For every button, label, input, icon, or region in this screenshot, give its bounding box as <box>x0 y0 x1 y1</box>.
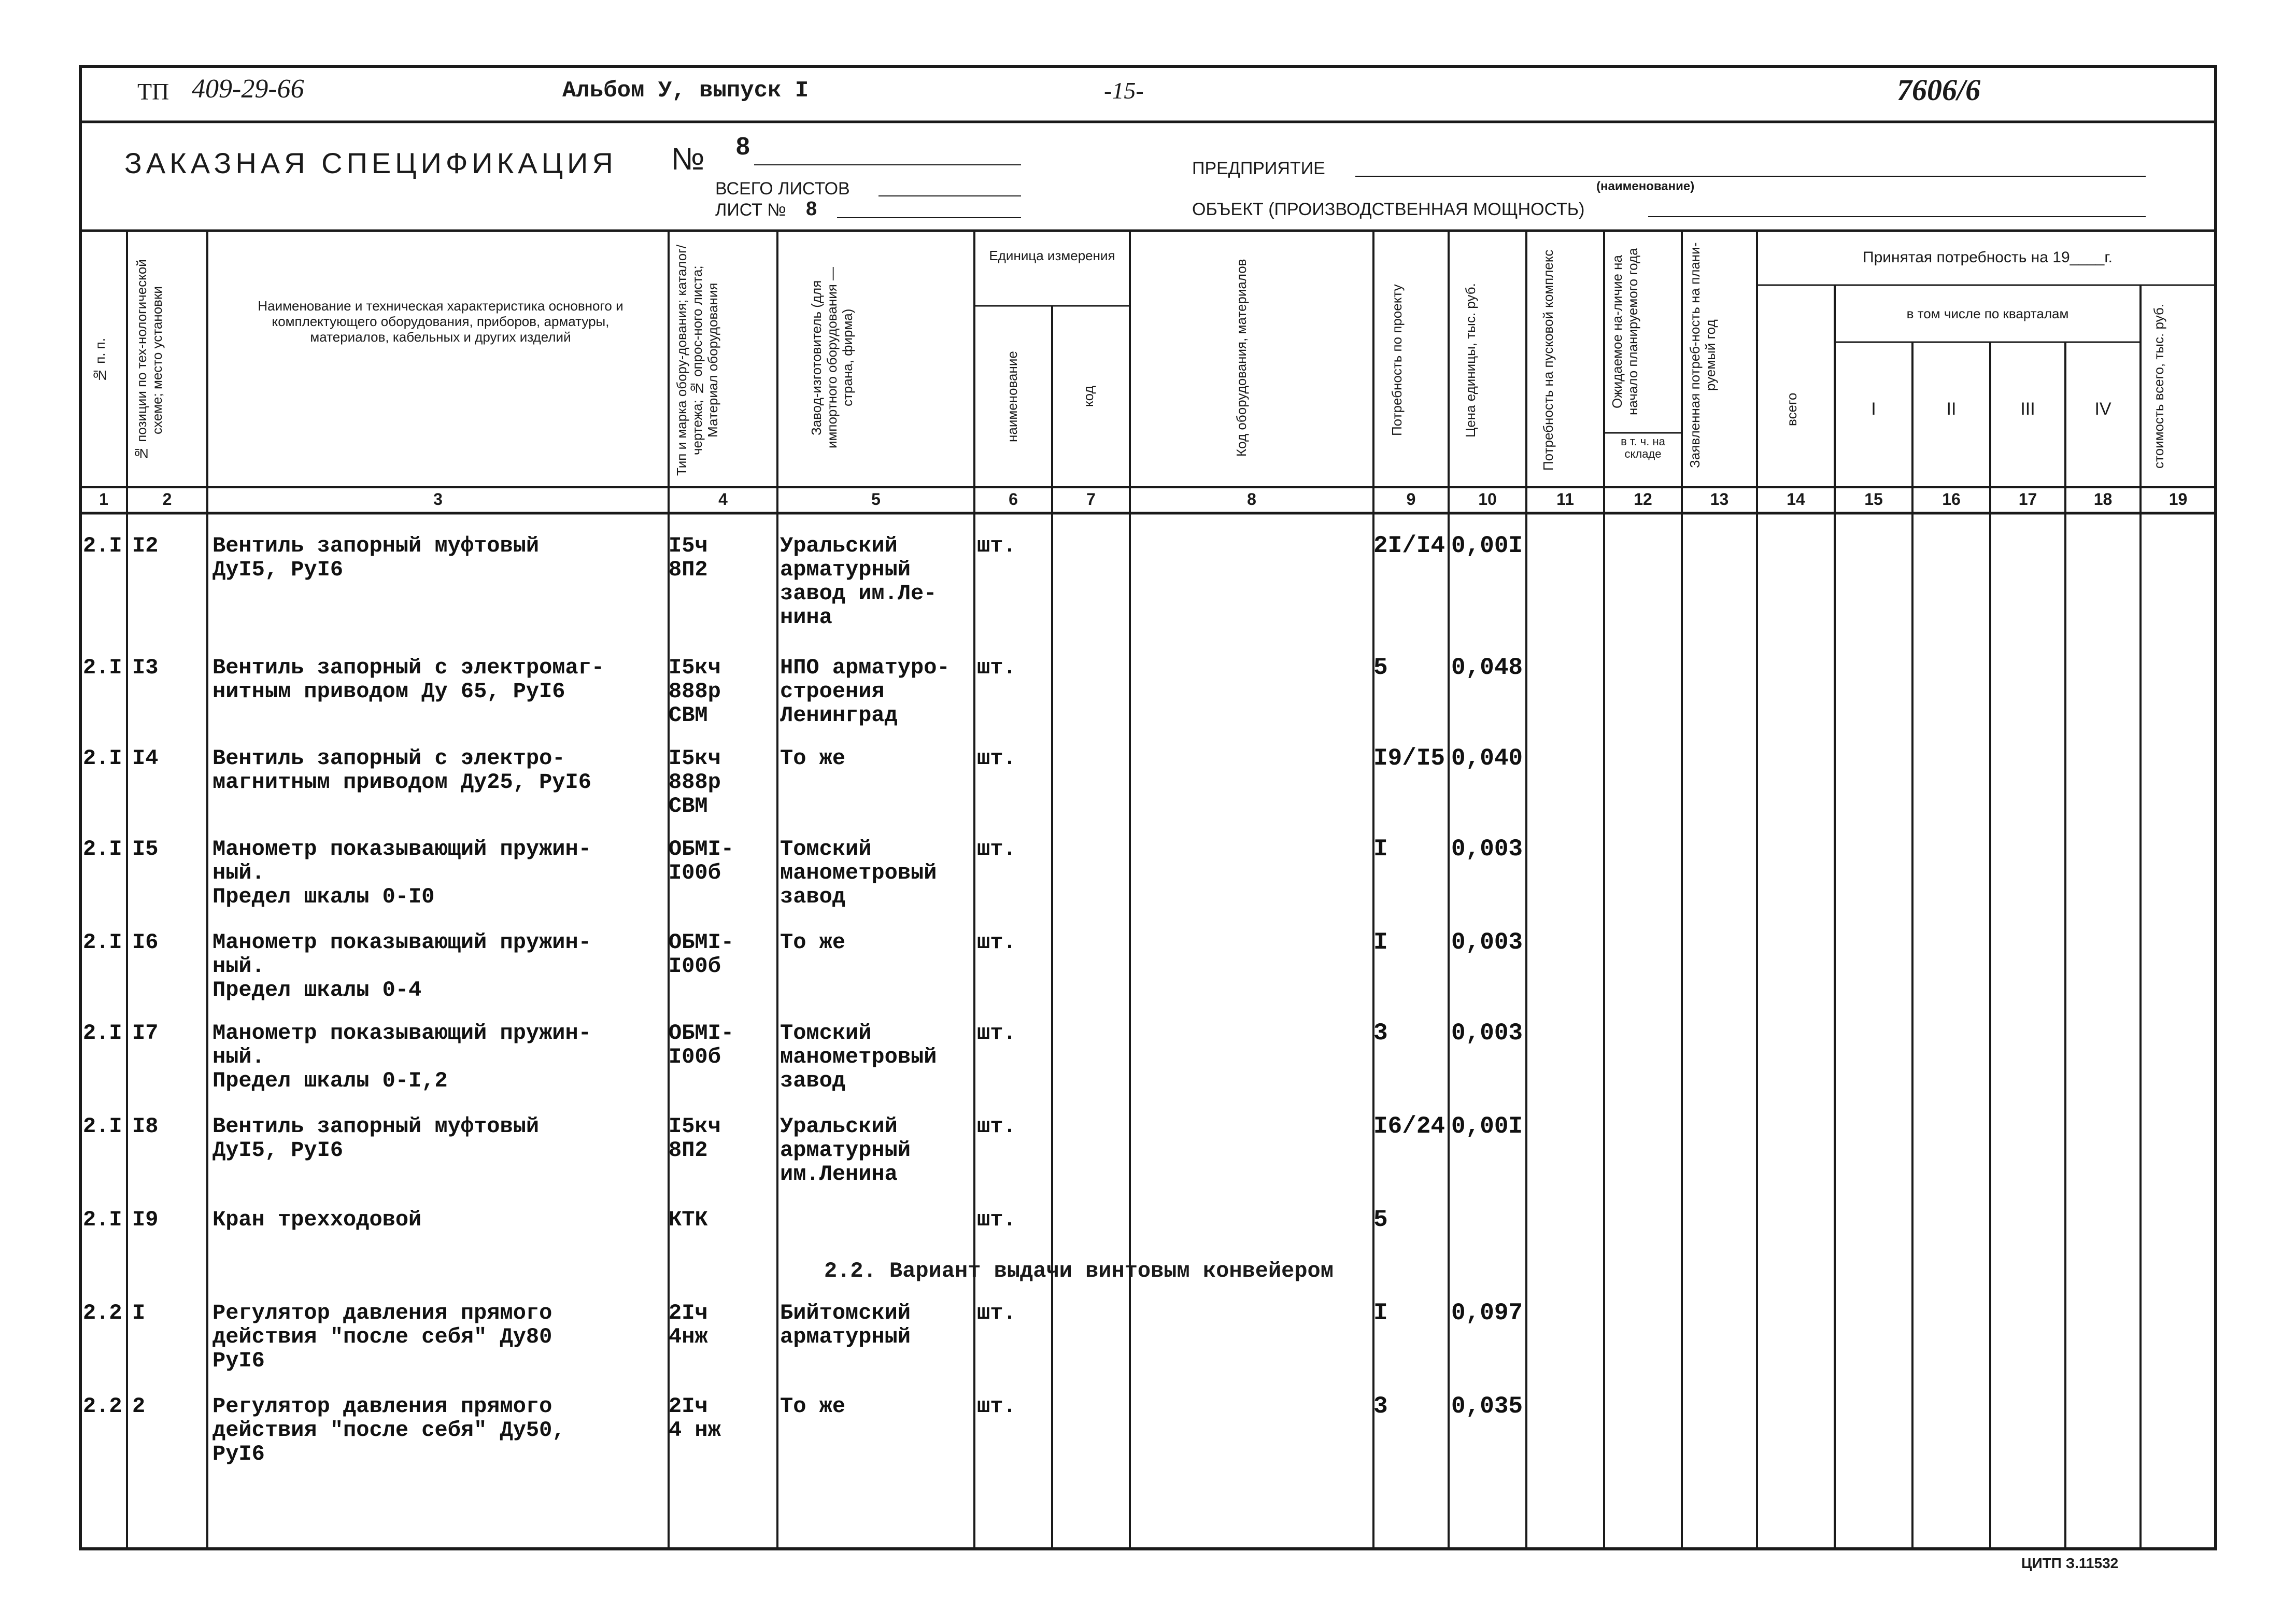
row-project-quantity: I <box>1373 836 1388 863</box>
row-project-quantity: I9/I5 <box>1373 745 1445 772</box>
album-label: Альбом У, выпуск I <box>562 78 809 104</box>
row-item-number: 2.I <box>83 1114 122 1139</box>
row-item-number: 2.I <box>83 655 122 680</box>
column-number-9: 9 <box>1406 490 1416 509</box>
row-manufacturer: То же <box>780 930 846 955</box>
total-sheets-label: ВСЕГО ЛИСТОВ <box>715 179 850 199</box>
row-item-number: 2.I <box>83 746 122 771</box>
column-number-13: 13 <box>1710 490 1729 509</box>
col-header-12: Ожидаемое на-личие на начало планируемого года <box>1609 248 1640 416</box>
footer-stamp: ЦИТП З.11532 <box>2021 1555 2119 1571</box>
row-unit: шт. <box>977 1394 1016 1419</box>
col-header-units-group: Единица измерения <box>989 248 1115 263</box>
row-unit-price: 0,003 <box>1451 929 1523 956</box>
row-manufacturer: Уральский арматурный завод им.Ле- нина <box>780 533 937 630</box>
column-number-7: 7 <box>1086 490 1096 509</box>
row-position: 2 <box>132 1394 146 1419</box>
form-number-value: 8 <box>736 133 750 160</box>
form-number-label: № <box>671 142 705 176</box>
col-header-1: № п. п. <box>92 337 108 383</box>
row-manufacturer: Уральский арматурный им.Ленина <box>780 1114 911 1187</box>
row-unit: шт. <box>977 1207 1016 1232</box>
row-item-number: 2.I <box>83 1207 122 1232</box>
row-position: I6 <box>132 930 159 955</box>
row-position: I <box>132 1301 146 1325</box>
row-type-mark: 2Iч 4 нж <box>669 1394 721 1443</box>
row-unit: шт. <box>977 655 1016 680</box>
row-unit: шт. <box>977 1021 1016 1046</box>
row-unit-price: 0,003 <box>1451 1020 1523 1047</box>
row-manufacturer: Томский манометровый завод <box>780 1021 937 1093</box>
row-type-mark: ОБМI- I00б <box>669 930 734 979</box>
row-description: Манометр показывающий пружин- ный. Предел шкалы 0-I,2 <box>212 1021 591 1093</box>
row-type-mark: ОБМI- I00б <box>669 1021 734 1069</box>
col-header-quarters-group: в том числе по кварталам <box>1906 306 2069 321</box>
col-header-15: I <box>1871 399 1876 419</box>
column-number-3: 3 <box>433 490 443 509</box>
column-number-4: 4 <box>718 490 728 509</box>
col-header-accepted-group: Принятая потребность на 19____г. <box>1863 249 2113 266</box>
row-description: Вентиль запорный с электромаг- нитным приводом Ду 65, РуI6 <box>212 655 605 704</box>
row-manufacturer: НПО арматуро- строения Ленинград <box>780 655 950 728</box>
col-header-3: Наименование и техническая характеристика основного и комплектующего оборудования, приборов, арматуры, материалов, кабельных и других изделий <box>258 298 623 345</box>
row-position: I3 <box>132 655 159 680</box>
enterprise-label: ПРЕДПРИЯТИЕ <box>1192 159 1325 178</box>
row-item-number: 2.2 <box>83 1301 122 1325</box>
row-unit-price: 0,040 <box>1451 745 1523 772</box>
row-description: Регулятор давления прямого действия "после себя" Ду80 РуI6 <box>212 1301 552 1373</box>
col-header-18: IV <box>2094 399 2111 419</box>
row-type-mark: 2Iч 4нж <box>669 1301 708 1349</box>
row-unit-price: 0,00I <box>1451 532 1523 559</box>
row-unit: шт. <box>977 533 1016 558</box>
row-item-number: 2.I <box>83 1021 122 1046</box>
column-number-17: 17 <box>2018 490 2037 509</box>
row-unit: шт. <box>977 746 1016 771</box>
col-header-4: Тип и марка обору-дования; каталог/ чертежа; № опрос-ного листа; Материал оборудования <box>674 245 720 476</box>
row-position: I7 <box>132 1021 159 1046</box>
sheet-number-value: 8 <box>806 198 817 220</box>
column-number-1: 1 <box>99 490 108 509</box>
row-type-mark: I5кч 888р СВМ <box>669 655 721 728</box>
col-header-10: Цена единицы, тыс. руб. <box>1463 283 1478 437</box>
row-unit: шт. <box>977 1114 1016 1139</box>
row-manufacturer: Томский манометровый завод <box>780 837 937 909</box>
row-description: Регулятор давления прямого действия "после себя" Ду50, РуI6 <box>212 1394 565 1466</box>
column-number-18: 18 <box>2093 490 2113 509</box>
row-manufacturer: Бийтомский арматурный <box>780 1301 911 1349</box>
row-description: Манометр показывающий пружин- ный. Предел шкалы 0-4 <box>212 930 591 1003</box>
col-header-17: III <box>2020 399 2035 419</box>
page-number: -15- <box>1104 77 1144 104</box>
col-header-16: II <box>1946 399 1957 419</box>
row-unit: шт. <box>977 930 1016 955</box>
row-type-mark: I5ч 8П2 <box>669 533 708 582</box>
row-project-quantity: 5 <box>1373 654 1388 681</box>
row-item-number: 2.2 <box>83 1394 122 1419</box>
row-position: I9 <box>132 1207 159 1232</box>
row-project-quantity: I <box>1373 929 1388 956</box>
document-code: 7606/6 <box>1897 73 1981 107</box>
row-type-mark: ОБМI- I00б <box>669 837 734 885</box>
row-position: I8 <box>132 1114 159 1139</box>
row-type-mark: КТК <box>669 1207 708 1232</box>
row-manufacturer: То же <box>780 1394 846 1419</box>
row-unit-price: 0,00I <box>1451 1113 1523 1140</box>
row-project-quantity: 3 <box>1373 1393 1388 1420</box>
row-project-quantity: 3 <box>1373 1020 1388 1047</box>
column-number-14: 14 <box>1787 490 1805 509</box>
row-project-quantity: 5 <box>1373 1206 1388 1233</box>
column-number-16: 16 <box>1942 490 1961 509</box>
row-type-mark: I5кч 888р СВМ <box>669 746 721 818</box>
row-unit-price: 0,003 <box>1451 836 1523 863</box>
row-description: Вентиль запорный с электро- магнитным приводом Ду25, РуI6 <box>212 746 591 795</box>
column-number-2: 2 <box>162 490 172 509</box>
col-header-8: Код оборудования, материалов <box>1234 259 1249 457</box>
col-header-6: наименование <box>1004 351 1020 442</box>
row-project-quantity: 2I/I4 <box>1373 532 1445 559</box>
col-header-5: Завод-изготовитель (для импортного оборудования —страна, фирма) <box>809 266 855 449</box>
row-project-quantity: I <box>1373 1300 1388 1326</box>
object-label: ОБЪЕКТ (ПРОИЗВОДСТВЕННАЯ МОЩНОСТЬ) <box>1192 200 1585 219</box>
row-description: Кран трехходовой <box>212 1207 422 1232</box>
col-header-13: Заявленная потреб-ность на плани-руемый год <box>1687 242 1718 468</box>
col-header-14: всего <box>1784 392 1799 427</box>
tp-label: ТП <box>137 78 169 105</box>
row-item-number: 2.I <box>83 533 122 558</box>
col-header-19: стоимость всего, тыс. руб. <box>2151 303 2166 469</box>
column-number-6: 6 <box>1009 490 1018 509</box>
column-number-12: 12 <box>1634 490 1652 509</box>
row-unit: шт. <box>977 837 1016 862</box>
name-hint: (наименование) <box>1596 179 1695 193</box>
row-position: I5 <box>132 837 159 862</box>
row-unit-price: 0,048 <box>1451 654 1523 681</box>
row-description: Вентиль запорный муфтовый ДуI5, РуI6 <box>212 533 540 582</box>
section-caption: 2.2. Вариант выдачи винтовым конвейером <box>824 1259 1334 1283</box>
row-unit: шт. <box>977 1301 1016 1325</box>
column-number-8: 8 <box>1247 490 1256 509</box>
column-number-19: 19 <box>2169 490 2188 509</box>
tp-number: 409-29-66 <box>192 74 304 104</box>
row-unit-price: 0,035 <box>1451 1393 1523 1420</box>
row-position: I4 <box>132 746 159 771</box>
column-number-15: 15 <box>1864 490 1883 509</box>
col-header-2: № позиции по тех-нологической схеме; место установки <box>134 259 165 461</box>
column-number-10: 10 <box>1478 490 1497 509</box>
row-position: I2 <box>132 533 159 558</box>
row-unit-price: 0,097 <box>1451 1300 1523 1326</box>
col-header-9: Потребность по проекту <box>1389 284 1405 436</box>
row-description: Вентиль запорный муфтовый ДуI5, РуI6 <box>212 1114 540 1163</box>
col-header-11: Потребность на пусковой комплекс <box>1540 249 1556 471</box>
form-title: ЗАКАЗНАЯ СПЕЦИФИКАЦИЯ <box>124 147 617 179</box>
col-header-7: код <box>1081 386 1096 407</box>
row-type-mark: I5кч 8П2 <box>669 1114 721 1163</box>
column-number-5: 5 <box>871 490 881 509</box>
sheet-label: ЛИСТ № <box>715 200 786 220</box>
row-item-number: 2.I <box>83 837 122 862</box>
row-manufacturer: То же <box>780 746 846 771</box>
col-header-12-sub: в т. ч. на складе <box>1621 435 1665 460</box>
row-description: Манометр показывающий пружин- ный. Предел шкалы 0-I0 <box>212 837 591 909</box>
row-item-number: 2.I <box>83 930 122 955</box>
column-number-11: 11 <box>1556 490 1574 509</box>
row-project-quantity: I6/24 <box>1373 1113 1445 1140</box>
